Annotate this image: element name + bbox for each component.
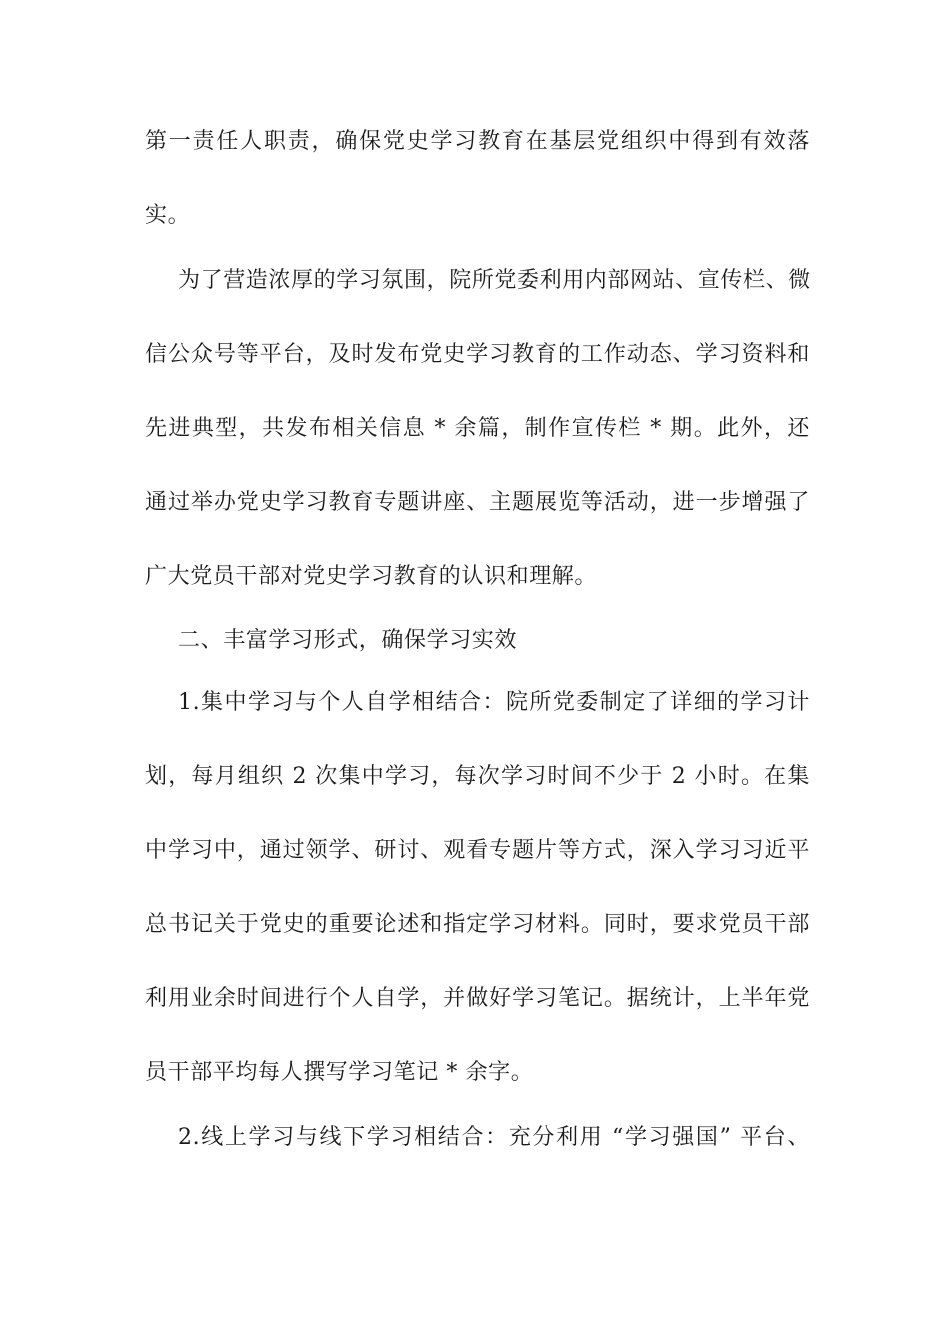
section-heading: 二、丰富学习形式，确保学习实效 [178, 628, 518, 653]
text-line: 先进典型，共发布相关信息 * 余篇，制作宣传栏 * 期。此外，还 [145, 416, 810, 441]
paragraph-start-line: 2.线上学习与线下学习相结合：充分利用 “学习强国” 平台、 [178, 1125, 810, 1150]
paragraph-start-line: 为了营造浓厚的学习氛围，院所党委利用内部网站、宣传栏、微 [178, 268, 811, 293]
text-line: 总书记关于党史的重要论述和指定学习材料。同时，要求党员干部 [145, 912, 810, 937]
text-line: 中学习中，通过领学、研讨、观看专题片等方式，深入学习习近平 [145, 838, 810, 863]
text-line: 实。 [145, 203, 191, 228]
paragraph-start-line: 1.集中学习与个人自学相结合：院所党委制定了详细的学习计 [178, 690, 810, 715]
text-line: 第一责任人职责，确保党史学习教育在基层党组织中得到有效落 [145, 129, 810, 154]
text-line: 广大党员干部对党史学习教育的认识和理解。 [145, 564, 598, 589]
text-line: 划，每月组织 2 次集中学习，每次学习时间不少于 2 小时。在集 [145, 764, 810, 789]
text-line: 信公众号等平台，及时发布党史学习教育的工作动态、学习资料和 [145, 342, 810, 367]
text-line: 员干部平均每人撰写学习笔记 * 余字。 [145, 1060, 534, 1085]
text-line: 通过举办党史学习教育专题讲座、主题展览等活动，进一步增强了 [145, 490, 810, 515]
text-line: 利用业余时间进行个人自学，并做好学习笔记。据统计，上半年党 [145, 986, 810, 1011]
